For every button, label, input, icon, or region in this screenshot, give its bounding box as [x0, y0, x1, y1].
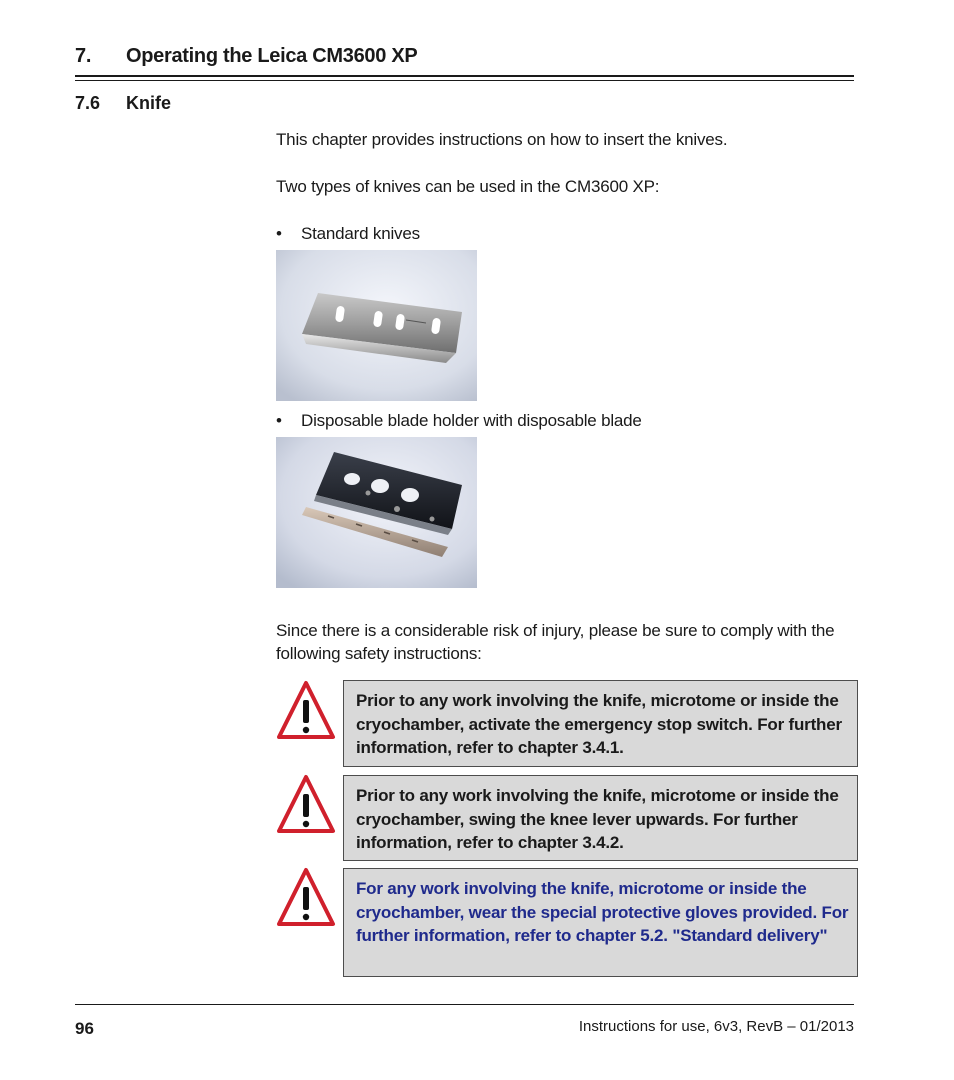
- warning-triangle-icon: [276, 774, 336, 834]
- list-item: [276, 222, 420, 245]
- chapter-number: 7.: [75, 45, 92, 67]
- footer-rule: [75, 1004, 854, 1005]
- document-info: Instructions for use, 6v3, RevB – 01/2013: [578, 1018, 854, 1035]
- warning-box: Prior to any work involving the knife, microtome or inside the cryochamber, activate the emergency stop switch. For further information, refer to chapter 3.4.1.: [343, 680, 858, 767]
- warning-triangle-icon: [276, 680, 336, 740]
- bullet: •: [276, 411, 282, 430]
- warning-box: Prior to any work involving the knife, microtome or inside the cryochamber, swing the knee lever upwards. For further information, refer to chapter 3.4.2.: [343, 775, 858, 861]
- warning-triangle-icon: [276, 867, 336, 927]
- disposable-blade-holder-photo: [276, 437, 477, 588]
- bullet: •: [276, 224, 282, 243]
- list-item: [276, 409, 642, 432]
- section-number: 7.6: [75, 93, 101, 113]
- header-rule: [75, 75, 854, 77]
- warning-box-highlighted: For any work involving the knife, microtome or inside the cryochamber, wear the special protective gloves provided. For further information, refer to chapter 5.2. "Standard delivery": [343, 868, 858, 977]
- list-item-label: Disposable blade holder with disposable blade: [301, 411, 642, 430]
- page-number: 96: [75, 1019, 94, 1038]
- header-rule-thin: [75, 80, 854, 81]
- safety-intro-paragraph: Since there is a considerable risk of injury, please be sure to comply with the following safety instructions:: [276, 621, 835, 663]
- list-item-label: Standard knives: [301, 224, 420, 243]
- intro-paragraph: This chapter provides instructions on how to insert the knives.: [276, 130, 728, 149]
- chapter-title: Operating the Leica CM3600 XP: [126, 45, 418, 67]
- section-title: Knife: [126, 93, 171, 113]
- standard-knife-photo: [276, 250, 477, 401]
- knife-types-paragraph: Two types of knives can be used in the CM3600 XP:: [276, 177, 660, 196]
